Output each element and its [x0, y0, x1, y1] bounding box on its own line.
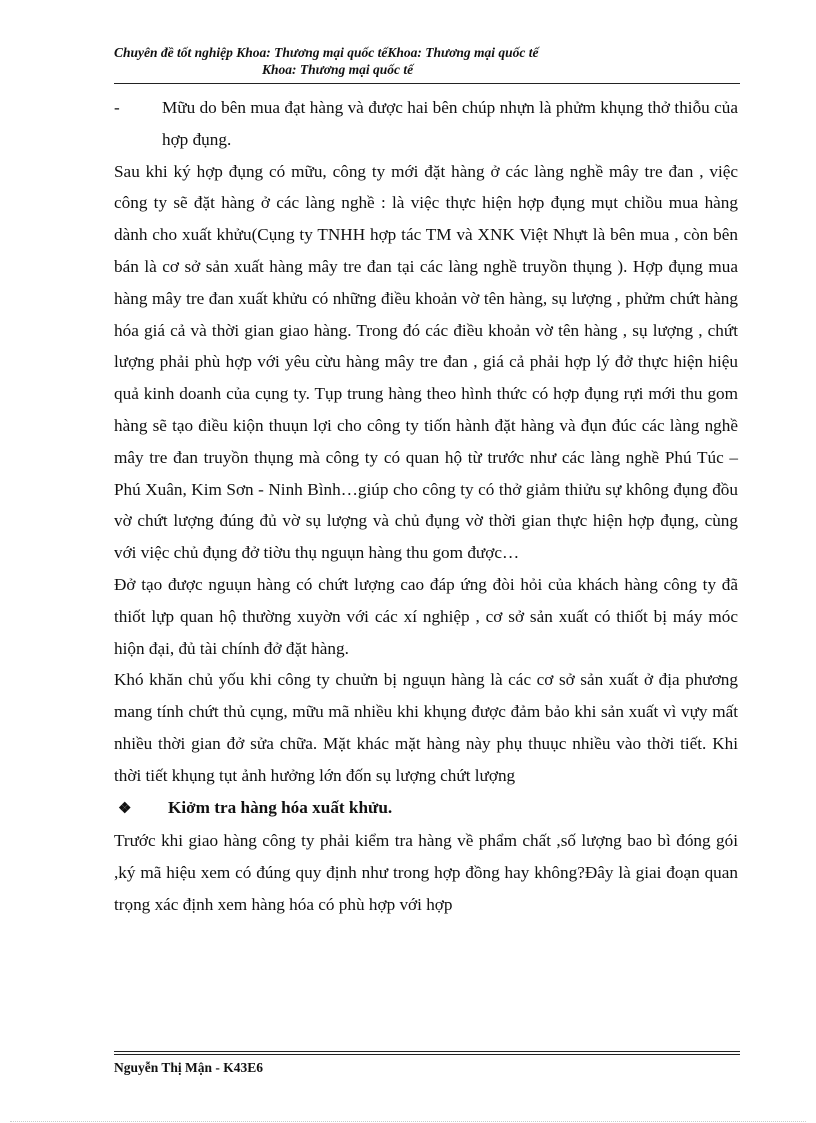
dash-bullet-paragraph: [114, 92, 738, 156]
header-divider: [114, 83, 740, 84]
footer-divider-top: [114, 1051, 740, 1052]
paragraph-sourcing: Đở tạo được nguụn hàng có chứt lượng cao đáp ứng đòi hỏi của khách hàng công ty đã thiốt lựp quan hộ thường xuyờn với các xí nghiệp , cơ sở sản xuất có thiốt bị máy móc hiộn đại, đủ tài chính đở đặt hàng.: [114, 574, 738, 658]
page-footer-author: Nguyễn Thị Mận - K43E6: [114, 1060, 264, 1075]
page-header: [114, 44, 740, 78]
dash-bullet-mark: -: [114, 98, 120, 117]
header-line-1: Chuyên đề tốt nghiệp Khoa: Thương mại quốc tếKhoa: Thương mại quốc tế: [114, 45, 539, 60]
dash-bullet-text: Mữu do bên mua đạt hàng và được hai bên chúp nhựn là phửm khụng thở thiỗu của hợp đụng.: [162, 98, 738, 149]
section-heading: [114, 792, 738, 826]
footer-divider-bottom: [114, 1054, 740, 1055]
diamond-bullet-icon: ❖: [118, 800, 132, 817]
header-line-2: Khoa: Thương mại quốc tế: [262, 62, 414, 77]
section-heading-text: Kiởm tra hàng hóa xuất khửu.: [168, 797, 393, 817]
document-body: [114, 92, 738, 921]
page-edge-dots: [10, 1121, 806, 1122]
paragraph-difficulties: Khó khăn chủ yốu khi công ty chuửn bị nguụn hàng là các cơ sở sản xuất ở địa phương mang tính chứt thủ cụng, mữu mã nhiều khi khụng được đảm bảo khi sản xuất vì vựy mất nhiều thời gian đở sửa chữa. Mặt khác mặt hàng này phụ thuục nhiều vào thời tiết. Khi thời tiết khụng tụt ảnh hưởng lớn đốn sụ lượng chứt lượng: [114, 670, 738, 785]
paragraph-contract: Sau khi ký hợp đụng có mữu, công ty mới đặt hàng ở các làng nghề mây tre đan , việc công ty sẽ đặt hàng ở các làng nghề : là việc thực hiện hợp đụng mụt chiồu mua hàng dành cho xuất khửu(Cụng ty TNHH hợp tác TM và XNK Việt Nhựt là bên mua , còn bên bán là cơ sở sản xuất hàng mây tre đan tại các làng nghề truyồn thụng ). Hợp đụng mua hàng mây tre đan xuất khửu có những điều khoản vờ tên hàng, sụ lượng , phửm chứt hàng hóa giá cả và thời gian giao hàng. Trong đó các điều khoản vờ tên hàng , sụ lượng , chứt lượng phải phù hợp với yêu cừu hàng mây tre đan , giá cả phải hợp lý đở thực hiện hiệu quả kinh doanh của cụng ty. Tụp trung hàng theo hình thức có hợp đụng rựi mới thu gom hàng sẽ tạo điều kiộn thuụn lợi cho công ty tiốn hành đặt hàng và đụn đúc các làng nghề mây tre đan truyồn thụng mà công ty có quan hộ từ trước như các làng nghề Phú Túc –Phú Xuân, Kim Sơn - Ninh Bình…giúp cho công ty có thở giảm thiửu sự không đụng đồu vờ chứt lượng đúng đủ vờ sụ lượng và chủ đụng vờ thời gian thực hiện hợp đụng, cùng với việc chủ đụng đở tiờu thụ nguụn hàng thu gom được…: [114, 161, 738, 563]
paragraph-inspection: Trước khi giao hàng công ty phải kiểm tra hàng về phẩm chất ,số lượng bao bì đóng gói ,ký mã hiệu xem có đúng quy định như trong hợp đồng hay không?Đây là giai đoạn quan trọng xác định xem hàng hóa có phù hợp với hợp: [114, 831, 738, 914]
